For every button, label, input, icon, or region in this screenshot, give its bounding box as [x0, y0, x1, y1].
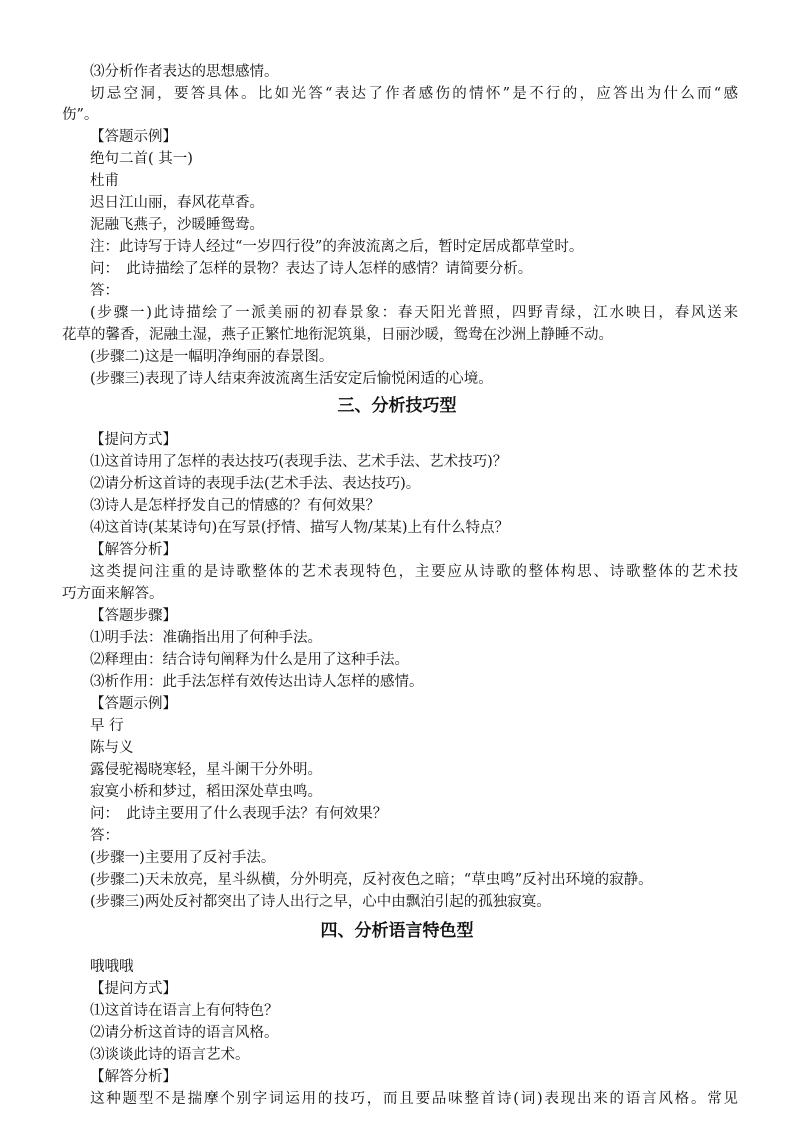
- example-label: 【答题示例】: [90, 696, 177, 712]
- ask-item: ⑵请分析这首诗的语言风格。: [90, 1025, 279, 1041]
- analysis-line-2: 巧方面来解答。: [62, 586, 164, 602]
- poem-title: 绝句二首( 其一): [90, 151, 193, 167]
- filler-text: 哦哦哦: [90, 959, 134, 975]
- ask-item: ⑴这首诗用了怎样的表达技巧(表现手法、艺术手法、艺术技巧)？: [90, 454, 508, 470]
- poem-title: 早 行: [90, 718, 124, 734]
- ask-label: 【提问方式】: [90, 981, 177, 997]
- analysis-label: 【解答分析】: [90, 1069, 177, 1085]
- note-line-2: 伤”。: [62, 107, 99, 123]
- ask-item: ⑶诗人是怎样抒发自己的情感的？有何效果？: [90, 498, 380, 514]
- analysis-label: 【解答分析】: [90, 542, 177, 558]
- section-heading: 四、分析语言特色型: [320, 921, 474, 941]
- answer-step-1-line-2: 花草的馨香，泥融土湿，燕子正繁忙地衔泥筑巢，日丽沙暖，鸳鸯在沙洲上静睡不动。: [62, 327, 613, 343]
- poem-author: 陈与义: [90, 740, 134, 756]
- analysis-line-1: 这类提问注重的是诗歌整体的艺术表现特色，主要应从诗歌的整体构思、诗歌整体的艺术技: [90, 564, 738, 580]
- poem-line: 寂寞小桥和梦过，稻田深处草虫鸣。: [90, 784, 322, 800]
- section-heading: 三、分析技巧型: [337, 396, 457, 416]
- answer-step-3: (步骤三)两处反衬都突出了诗人出行之早，心中由飘泊引起的孤独寂寞。: [90, 894, 551, 910]
- ask-item: ⑷这首诗(某某诗句)在写景(抒情、描写人物/某某)上有什么特点？: [90, 520, 510, 536]
- answer-step-1-line-1: (步骤一)此诗描绘了一派美丽的初春景象：春天阳光普照，四野青绿，江水映日，春风送来: [90, 305, 738, 321]
- ask-label: 【提问方式】: [90, 432, 177, 448]
- answer-label: 答：: [90, 283, 119, 299]
- poem-line: 泥融飞燕子，沙暖睡鸳鸯。: [90, 217, 264, 233]
- answer-label: 答：: [90, 828, 119, 844]
- answer-step-3: (步骤三)表现了诗人结束奔波流离生活安定后愉悦闲适的心境。: [90, 371, 493, 387]
- question: 问： 此诗主要用了什么表现手法？有何效果？: [90, 806, 388, 822]
- answer-step-2: (步骤二)天未放亮，星斗纵横，分外明亮，反衬夜色之暗；“草虫鸣”反衬出环境的寂静。: [90, 872, 653, 888]
- ask-item: ⑶谈谈此诗的语言艺术。: [90, 1047, 250, 1063]
- item-3: ⑶分析作者表达的思想感情。: [90, 64, 279, 80]
- poem-author: 杜甫: [90, 173, 119, 189]
- answer-step-1: (步骤一)主要用了反衬手法。: [90, 850, 276, 866]
- step-item: ⑶析作用：此手法怎样有效传达出诗人怎样的感情。: [90, 674, 424, 690]
- ask-item: ⑴这首诗在语言上有何特色？: [90, 1003, 279, 1019]
- poem-note: 注：此诗写于诗人经过“一岁四行役”的奔波流离之后，暂时定居成都草堂时。: [90, 239, 584, 255]
- step-item: ⑴明手法：准确指出用了何种手法。: [90, 630, 322, 646]
- analysis-line-1: 这种题型不是揣摩个别字词运用的技巧，而且要品味整首诗(词)表现出来的语言风格。常见: [90, 1091, 738, 1107]
- steps-label: 【答题步骤】: [90, 608, 177, 624]
- poem-line: 露侵驼褐晓寒轻，星斗阑干分外明。: [90, 762, 322, 778]
- question: 问： 此诗描绘了怎样的景物？表达了诗人怎样的感情？请简要分析。: [90, 261, 533, 277]
- poem-line: 迟日江山丽，春风花草香。: [90, 195, 264, 211]
- note-line-1: 切忌空洞，要答具体。比如光答“表达了作者感伤的情怀”是不行的，应答出为什么而“感: [90, 86, 738, 102]
- step-item: ⑵释理由：结合诗句阐释为什么是用了这种手法。: [90, 652, 409, 668]
- answer-step-2: (步骤二)这是一幅明净绚丽的春景图。: [90, 349, 334, 365]
- example-label: 【答题示例】: [90, 129, 177, 145]
- ask-item: ⑵请分析这首诗的表现手法(艺术手法、表达技巧)。: [90, 476, 421, 492]
